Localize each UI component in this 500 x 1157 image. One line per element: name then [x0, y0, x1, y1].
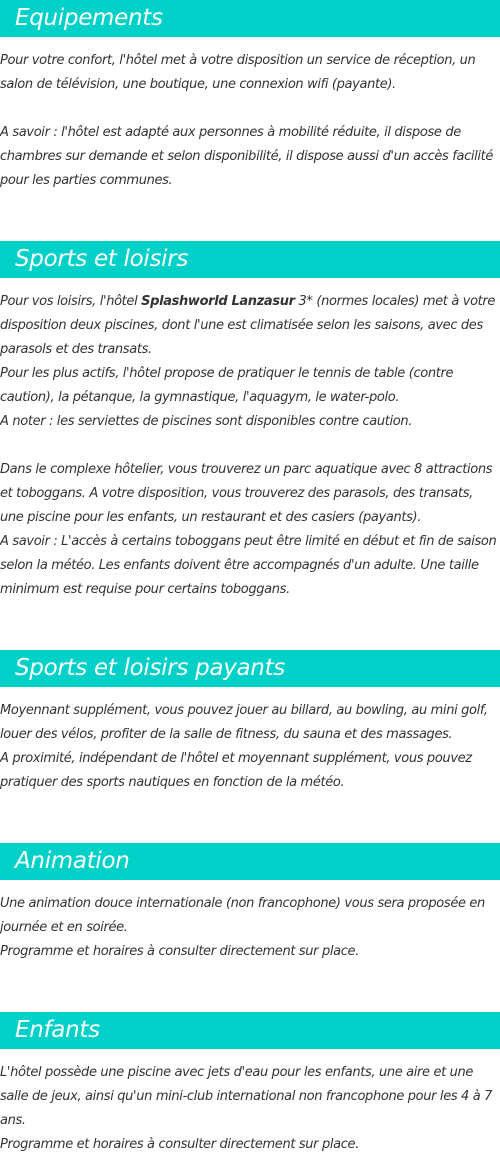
- paragraph: Programme et horaires à consulter directement sur place.: [0, 1137, 359, 1152]
- paragraph: Pour les plus actifs, l'hôtel propose de pratiquer le tennis de table (contre caution), la pétanque, la gymnastique, l'aquagym, le water-polo.: [0, 366, 454, 405]
- paragraph-text: Pour vos loisirs, l'hôtel: [0, 294, 142, 309]
- section-sports-loisirs: [0, 241, 500, 602]
- paragraph: Programme et horaires à consulter directement sur place.: [0, 944, 359, 959]
- section-equipements: [0, 0, 500, 193]
- section-title: Animation: [15, 848, 130, 874]
- paragraph: Une animation douce internationale (non francophone) vous sera proposée en journée et en soirée.: [0, 896, 485, 935]
- section-title: Enfants: [15, 1017, 100, 1043]
- section-body: [0, 290, 500, 602]
- section-body: [0, 49, 500, 193]
- section-banner: [0, 241, 500, 278]
- section-sports-loisirs-payants: [0, 650, 500, 795]
- paragraph: L'hôtel possède une piscine avec jets d'eau pour les enfants, une aire et une salle de jeux, ainsi qu'un mini-club international non francophone pour les 4 à 7 ans.: [0, 1065, 493, 1128]
- paragraph-text: 3* (normes locales) met à votre disposition deux piscines, dont l'une est climatisée selon les saisons, avec des parasols et des transats.: [0, 294, 496, 357]
- section-enfants: [0, 1012, 500, 1157]
- section-banner: [0, 1012, 500, 1049]
- section-title: Sports et loisirs: [15, 246, 189, 272]
- section-banner: [0, 0, 500, 37]
- section-title: Equipements: [15, 5, 163, 31]
- paragraph: Pour votre confort, l'hôtel met à votre disposition un service de réception, un salon de télévision, une boutique, une connexion wifi (payante).: [0, 53, 476, 92]
- section-animation: [0, 843, 500, 964]
- paragraph: A proximité, indépendant de l'hôtel et moyennant supplément, vous pouvez pratiquer des sports nautiques en fonction de la météo.: [0, 751, 472, 790]
- paragraph: A noter : les serviettes de piscines sont disponibles contre caution.: [0, 414, 413, 429]
- paragraph: Moyennant supplément, vous pouvez jouer au billard, au bowling, au mini golf, louer des vélos, profiter de la salle de fitness, du sauna et des massages.: [0, 703, 488, 742]
- paragraph: [0, 290, 500, 362]
- section-body: [0, 1061, 500, 1157]
- paragraph-spacer: [0, 434, 500, 458]
- hotel-name: Splashworld Lanzasur: [141, 294, 295, 309]
- section-banner: [0, 650, 500, 687]
- paragraph: Dans le complexe hôtelier, vous trouverez un parc aquatique avec 8 attractions et toboggans. A votre disposition, vous trouverez des parasols, des transats, une piscine pour les enfants, un restaurant et des casiers (payants).: [0, 462, 493, 525]
- paragraph-spacer: [0, 97, 500, 121]
- paragraph: A savoir : l'hôtel est adapté aux personnes à mobilité réduite, il dispose de chambres sur demande et selon disponibilité, il dispose aussi d'un accès facilité pour les parties communes.: [0, 125, 494, 188]
- section-banner: [0, 843, 500, 880]
- section-body: [0, 892, 500, 964]
- section-body: [0, 699, 500, 795]
- section-title: Sports et loisirs payants: [15, 655, 285, 681]
- paragraph: A savoir : L'accès à certains toboggans peut être limité en début et fin de saison selon la météo. Les enfants doivent être accompagnés d'un adulte. Une taille minimum est requise pour certains toboggans.: [0, 534, 497, 597]
